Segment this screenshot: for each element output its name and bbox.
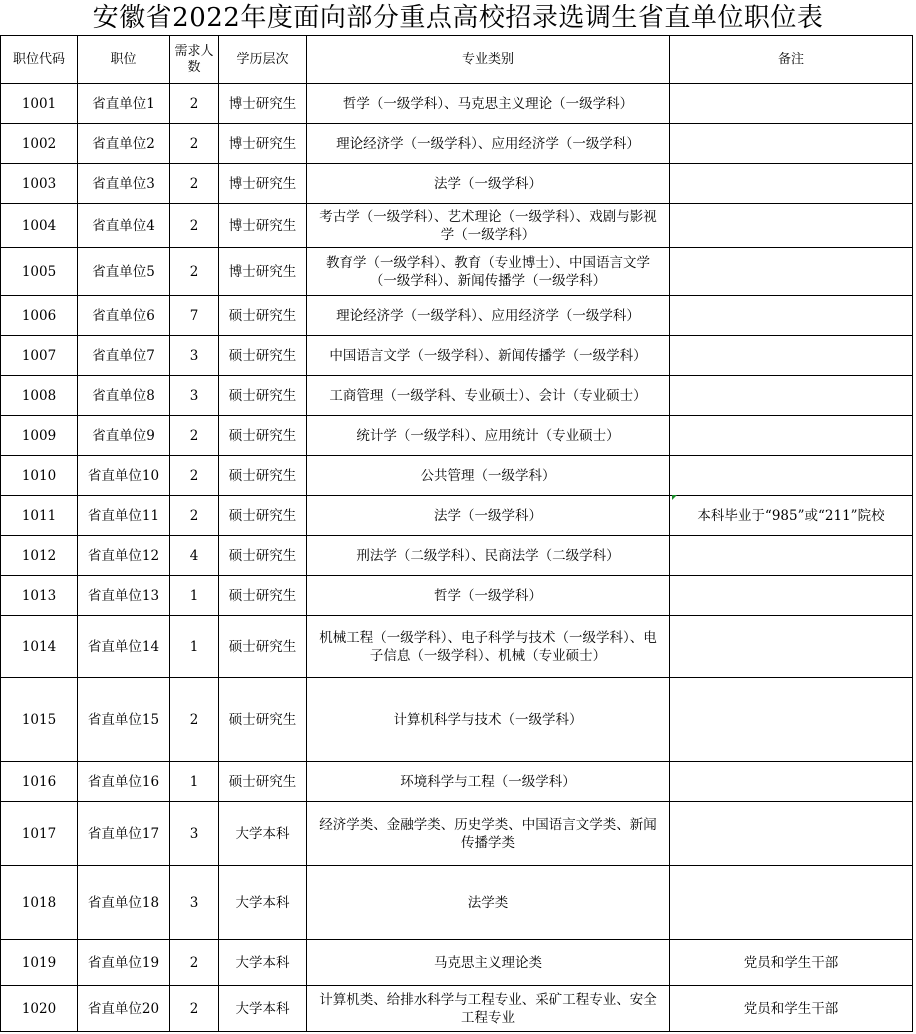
cell-position: 省直单位9 bbox=[78, 416, 170, 456]
cell-major: 马克思主义理论类 bbox=[307, 940, 670, 986]
cell-major: 哲学（一级学科）、马克思主义理论（一级学科） bbox=[307, 84, 670, 124]
cell-education: 博士研究生 bbox=[219, 248, 307, 296]
cell-position: 省直单位2 bbox=[78, 124, 170, 164]
cell-count: 4 bbox=[170, 536, 219, 576]
cell-position: 省直单位1 bbox=[78, 84, 170, 124]
table-row bbox=[1, 802, 913, 866]
cell-code: 1008 bbox=[1, 376, 78, 416]
cell-position: 省直单位18 bbox=[78, 866, 170, 940]
cell-count: 1 bbox=[170, 576, 219, 616]
cell-major: 工商管理（一级学科、专业硕士）、会计（专业硕士） bbox=[307, 376, 670, 416]
cell-remark bbox=[670, 296, 913, 336]
table-row bbox=[1, 762, 913, 802]
cell-count: 2 bbox=[170, 204, 219, 248]
cell-major: 统计学（一级学科）、应用统计（专业硕士） bbox=[307, 416, 670, 456]
cell-remark bbox=[670, 678, 913, 762]
cell-count: 2 bbox=[170, 84, 219, 124]
table-body bbox=[1, 84, 913, 1032]
table-row bbox=[1, 536, 913, 576]
cell-code: 1016 bbox=[1, 762, 78, 802]
table-row bbox=[1, 296, 913, 336]
cell-code: 1019 bbox=[1, 940, 78, 986]
header-count: 需求人数 bbox=[170, 36, 219, 84]
cell-education: 硕士研究生 bbox=[219, 576, 307, 616]
cell-position: 省直单位17 bbox=[78, 802, 170, 866]
cell-count: 2 bbox=[170, 416, 219, 456]
cell-education: 硕士研究生 bbox=[219, 678, 307, 762]
cell-education: 硕士研究生 bbox=[219, 376, 307, 416]
cell-remark bbox=[670, 416, 913, 456]
cell-remark bbox=[670, 802, 913, 866]
cell-education: 大学本科 bbox=[219, 986, 307, 1032]
cell-count: 2 bbox=[170, 124, 219, 164]
cell-education: 硕士研究生 bbox=[219, 336, 307, 376]
cell-education: 博士研究生 bbox=[219, 84, 307, 124]
table-row bbox=[1, 204, 913, 248]
cell-code: 1018 bbox=[1, 866, 78, 940]
cell-code: 1015 bbox=[1, 678, 78, 762]
cell-count: 1 bbox=[170, 762, 219, 802]
table-row bbox=[1, 376, 913, 416]
cell-position: 省直单位20 bbox=[78, 986, 170, 1032]
cell-position: 省直单位6 bbox=[78, 296, 170, 336]
cell-count: 2 bbox=[170, 940, 219, 986]
cell-remark: 党员和学生干部 bbox=[670, 940, 913, 986]
cell-major: 法学（一级学科） bbox=[307, 164, 670, 204]
cell-remark bbox=[670, 376, 913, 416]
cell-position: 省直单位13 bbox=[78, 576, 170, 616]
cell-position: 省直单位3 bbox=[78, 164, 170, 204]
cell-major: 哲学（一级学科） bbox=[307, 576, 670, 616]
cell-education: 博士研究生 bbox=[219, 124, 307, 164]
positions-table bbox=[0, 35, 913, 1032]
table-row bbox=[1, 84, 913, 124]
cell-remark bbox=[670, 866, 913, 940]
cell-major: 公共管理（一级学科） bbox=[307, 456, 670, 496]
cell-count: 3 bbox=[170, 866, 219, 940]
table-row bbox=[1, 456, 913, 496]
cell-remark bbox=[670, 124, 913, 164]
header-position: 职位 bbox=[78, 36, 170, 84]
cell-education: 大学本科 bbox=[219, 940, 307, 986]
table-row bbox=[1, 866, 913, 940]
cell-position: 省直单位19 bbox=[78, 940, 170, 986]
cell-remark bbox=[670, 204, 913, 248]
cell-code: 1012 bbox=[1, 536, 78, 576]
cell-code: 1001 bbox=[1, 84, 78, 124]
cell-count: 3 bbox=[170, 336, 219, 376]
cell-code: 1009 bbox=[1, 416, 78, 456]
cell-education: 硕士研究生 bbox=[219, 536, 307, 576]
cell-education: 硕士研究生 bbox=[219, 616, 307, 678]
cell-position: 省直单位11 bbox=[78, 496, 170, 536]
table-row bbox=[1, 164, 913, 204]
cell-count: 2 bbox=[170, 164, 219, 204]
cell-count: 2 bbox=[170, 496, 219, 536]
cell-position: 省直单位5 bbox=[78, 248, 170, 296]
cell-code: 1010 bbox=[1, 456, 78, 496]
cell-count: 1 bbox=[170, 616, 219, 678]
table-header-row bbox=[1, 36, 913, 84]
cell-education: 硕士研究生 bbox=[219, 762, 307, 802]
cell-major: 理论经济学（一级学科）、应用经济学（一级学科） bbox=[307, 296, 670, 336]
cell-code: 1006 bbox=[1, 296, 78, 336]
cell-major: 法学（一级学科） bbox=[307, 496, 670, 536]
cell-remark: 本科毕业于“985”或“211”院校 bbox=[670, 496, 913, 536]
page-title: 安徽省2022年度面向部分重点高校招录选调生省直单位职位表 bbox=[92, 3, 824, 33]
cell-position: 省直单位10 bbox=[78, 456, 170, 496]
cell-remark bbox=[670, 536, 913, 576]
cell-major: 法学类 bbox=[307, 866, 670, 940]
cell-code: 1007 bbox=[1, 336, 78, 376]
cell-major: 教育学（一级学科）、教育（专业博士）、中国语言文学（一级学科）、新闻传播学（一级学科） bbox=[307, 248, 670, 296]
cell-comment-marker bbox=[672, 495, 677, 500]
cell-remark bbox=[670, 576, 913, 616]
header-education: 学历层次 bbox=[219, 36, 307, 84]
table-row bbox=[1, 336, 913, 376]
table-row bbox=[1, 986, 913, 1032]
cell-position: 省直单位8 bbox=[78, 376, 170, 416]
cell-code: 1014 bbox=[1, 616, 78, 678]
cell-major: 机械工程（一级学科）、电子科学与技术（一级学科）、电子信息（一级学科）、机械（专业硕士） bbox=[307, 616, 670, 678]
cell-count: 3 bbox=[170, 376, 219, 416]
cell-position: 省直单位15 bbox=[78, 678, 170, 762]
cell-count: 2 bbox=[170, 456, 219, 496]
cell-position: 省直单位12 bbox=[78, 536, 170, 576]
header-code: 职位代码 bbox=[1, 36, 78, 84]
cell-remark bbox=[670, 762, 913, 802]
cell-count: 3 bbox=[170, 802, 219, 866]
header-remark: 备注 bbox=[670, 36, 913, 84]
table-row bbox=[1, 576, 913, 616]
cell-major: 计算机科学与技术（一级学科） bbox=[307, 678, 670, 762]
table-row bbox=[1, 940, 913, 986]
cell-education: 大学本科 bbox=[219, 866, 307, 940]
table-row bbox=[1, 496, 913, 536]
cell-major: 考古学（一级学科）、艺术理论（一级学科）、戏剧与影视学（一级学科） bbox=[307, 204, 670, 248]
cell-position: 省直单位14 bbox=[78, 616, 170, 678]
cell-code: 1003 bbox=[1, 164, 78, 204]
cell-code: 1005 bbox=[1, 248, 78, 296]
cell-count: 2 bbox=[170, 986, 219, 1032]
cell-education: 博士研究生 bbox=[219, 204, 307, 248]
table-row bbox=[1, 248, 913, 296]
cell-education: 博士研究生 bbox=[219, 164, 307, 204]
cell-major: 经济学类、金融学类、历史学类、中国语言文学类、新闻传播学类 bbox=[307, 802, 670, 866]
cell-education: 硕士研究生 bbox=[219, 416, 307, 456]
cell-remark bbox=[670, 616, 913, 678]
cell-code: 1011 bbox=[1, 496, 78, 536]
cell-remark bbox=[670, 164, 913, 204]
cell-position: 省直单位16 bbox=[78, 762, 170, 802]
cell-position: 省直单位7 bbox=[78, 336, 170, 376]
cell-remark bbox=[670, 84, 913, 124]
cell-major: 计算机类、给排水科学与工程专业、采矿工程专业、安全工程专业 bbox=[307, 986, 670, 1032]
cell-count: 2 bbox=[170, 248, 219, 296]
cell-major: 环境科学与工程（一级学科） bbox=[307, 762, 670, 802]
table-row bbox=[1, 124, 913, 164]
cell-major: 理论经济学（一级学科）、应用经济学（一级学科） bbox=[307, 124, 670, 164]
cell-code: 1002 bbox=[1, 124, 78, 164]
cell-remark bbox=[670, 456, 913, 496]
cell-remark bbox=[670, 248, 913, 296]
cell-remark: 党员和学生干部 bbox=[670, 986, 913, 1032]
table-row bbox=[1, 616, 913, 678]
cell-major: 中国语言文学（一级学科）、新闻传播学（一级学科） bbox=[307, 336, 670, 376]
table-row bbox=[1, 416, 913, 456]
header-major: 专业类别 bbox=[307, 36, 670, 84]
cell-remark bbox=[670, 336, 913, 376]
cell-education: 大学本科 bbox=[219, 802, 307, 866]
table-row bbox=[1, 678, 913, 762]
cell-code: 1004 bbox=[1, 204, 78, 248]
cell-code: 1017 bbox=[1, 802, 78, 866]
cell-code: 1013 bbox=[1, 576, 78, 616]
cell-education: 硕士研究生 bbox=[219, 296, 307, 336]
cell-education: 硕士研究生 bbox=[219, 456, 307, 496]
cell-code: 1020 bbox=[1, 986, 78, 1032]
cell-position: 省直单位4 bbox=[78, 204, 170, 248]
cell-count: 7 bbox=[170, 296, 219, 336]
cell-count: 2 bbox=[170, 678, 219, 762]
cell-education: 硕士研究生 bbox=[219, 496, 307, 536]
cell-major: 刑法学（二级学科）、民商法学（二级学科） bbox=[307, 536, 670, 576]
